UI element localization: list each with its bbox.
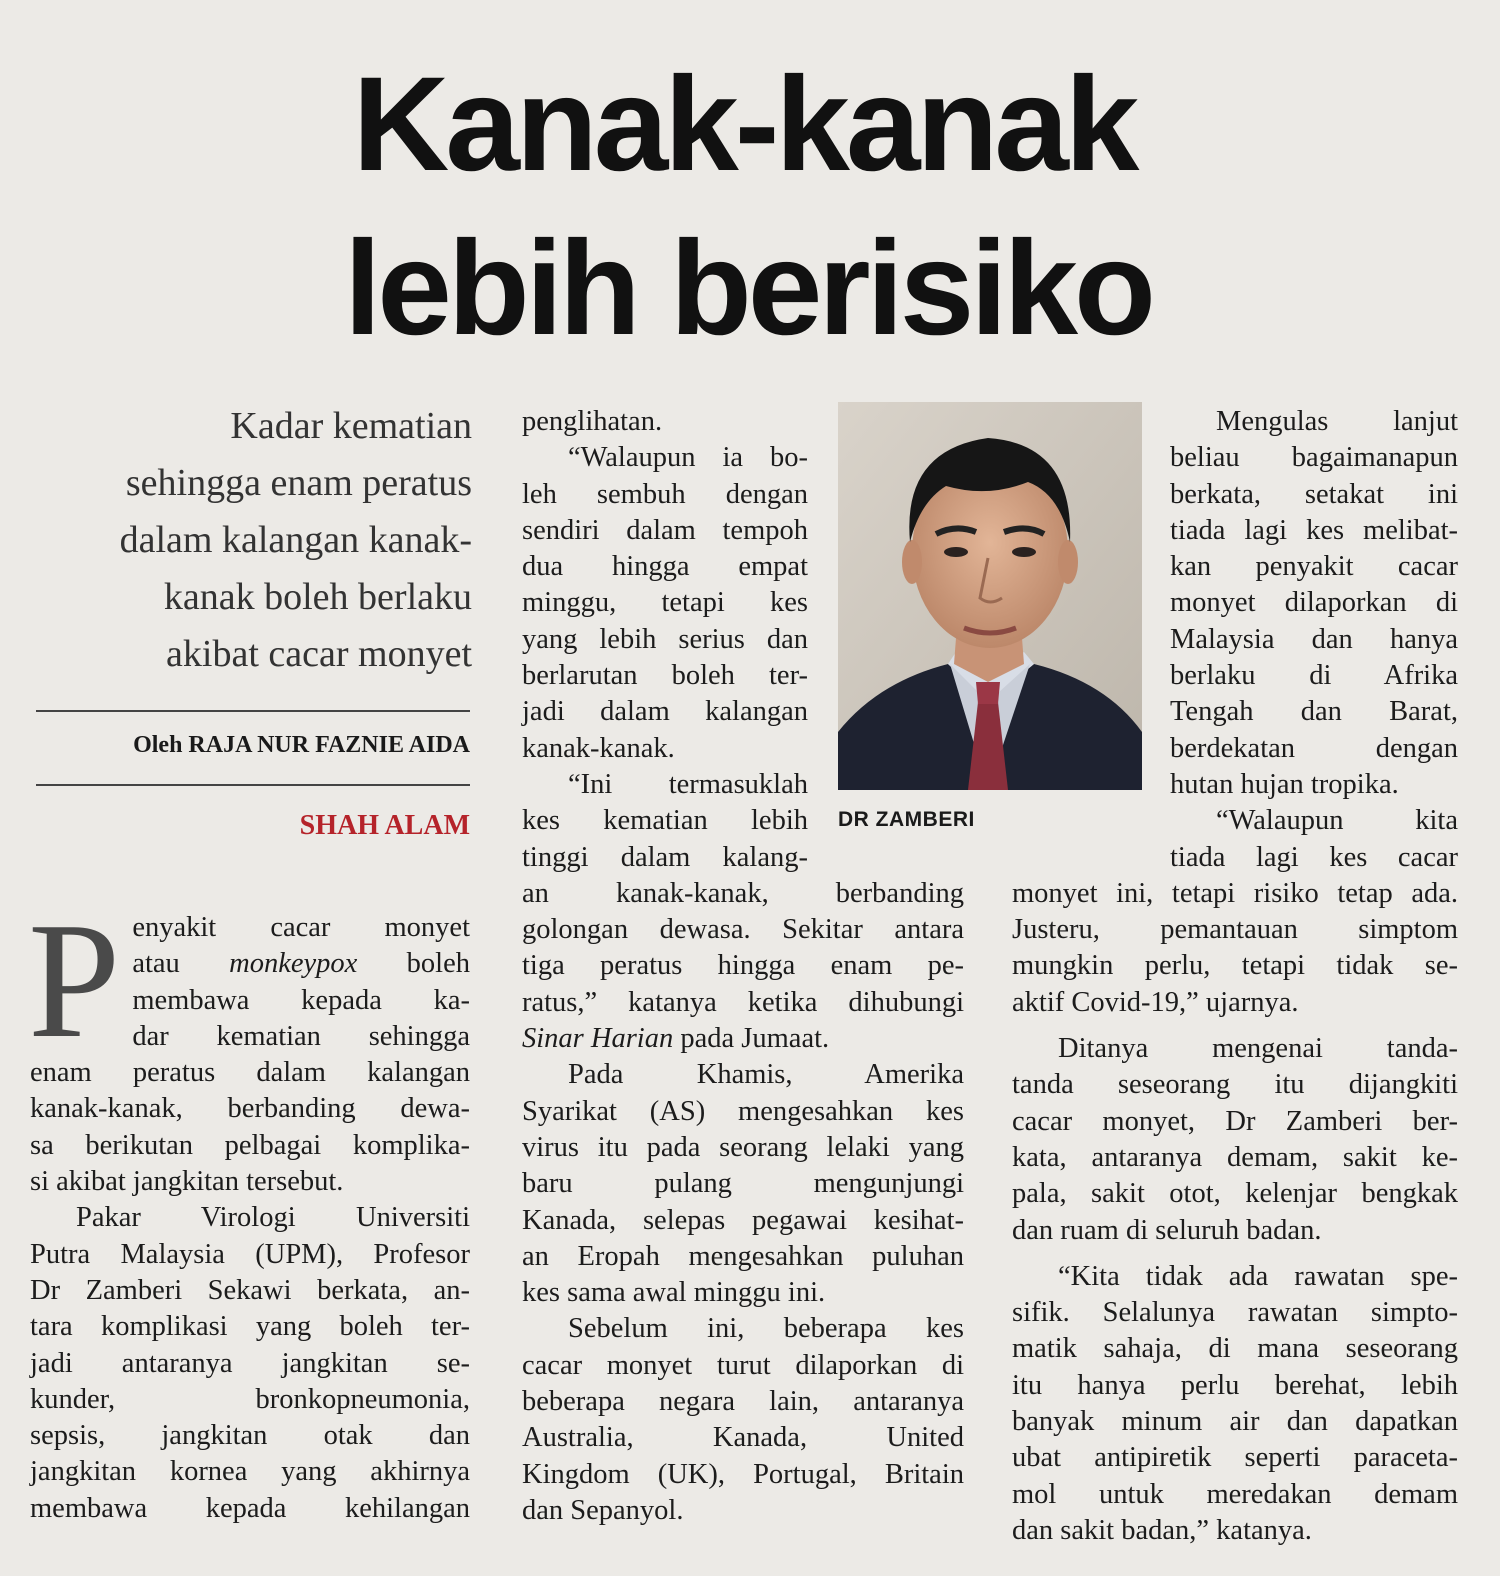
text-line: Australia, Kanada, United <box>522 1422 964 1454</box>
text-line: dan Sepanyol. <box>522 1494 684 1526</box>
text-line: cacar monyet, Dr Zamberi ber- <box>1012 1105 1458 1137</box>
text-line: jangkitan kornea yang akhirnya <box>30 1456 470 1488</box>
text-line: tanda seseorang itu dijangkiti <box>1012 1069 1458 1101</box>
text-line: hutan hujan tropika. <box>1170 768 1399 800</box>
text-line: beberapa negara lain, antaranya <box>522 1386 964 1418</box>
paragraph <box>1012 803 1458 1021</box>
text-line: kanak-kanak. <box>522 732 675 764</box>
text-line: Kingdom (UK), Portugal, Britain <box>522 1458 964 1490</box>
text-line: sifik. Selalunya rawatan simpto- <box>1012 1297 1458 1329</box>
standfirst-line: Kadar kematian <box>230 405 472 447</box>
text-line: Sebelum ini, beberapa kes <box>568 1313 964 1345</box>
text-line: sepsis, jangkitan otak dan <box>30 1420 470 1452</box>
text-line: dua hingga empat <box>522 551 808 583</box>
text-line: dan ruam di seluruh badan. <box>1012 1214 1322 1246</box>
text-line: Ditanya mengenai tanda- <box>1058 1033 1458 1065</box>
text-line: Putra Malaysia (UPM), Profesor <box>30 1238 470 1270</box>
text-line: cacar monyet turut dilaporkan di <box>522 1349 964 1381</box>
text-line: ratus,” katanya ketika dihubungi <box>522 986 964 1018</box>
paragraph <box>522 1057 964 1311</box>
text-line: si akibat jangkitan tersebut. <box>30 1166 344 1198</box>
text-line: Pakar Virologi Universiti <box>76 1202 470 1234</box>
headline-line-1: Kanak-kanak <box>352 50 1136 199</box>
byline: Oleh RAJA NUR FAZNIE AIDA <box>133 732 470 758</box>
text-line: dan sakit badan,” katanya. <box>1012 1514 1312 1546</box>
text-line: “Ini termasuklah <box>568 768 808 800</box>
text-line: kes sama awal minggu ini. <box>522 1277 826 1309</box>
text-line: tiada lagi kes cacar <box>1170 841 1458 873</box>
text-line: tiada lagi kes melibat- <box>1170 514 1458 546</box>
standfirst-line: kanak boleh berlaku <box>163 576 472 618</box>
text-line: dar kematian sehingga <box>132 1020 470 1052</box>
text-line: berdekatan dengan <box>1170 732 1458 764</box>
text-line: enyakit cacar monyet <box>132 912 470 943</box>
paragraph <box>28 888 470 1200</box>
text-line: Justeru, pemantauan simptom <box>1012 914 1458 946</box>
standfirst-line: sehingga enam peratus <box>125 462 472 504</box>
text-line: virus itu pada seorang lelaki yang <box>522 1131 964 1163</box>
text-line: kunder, bronkopneumonia, <box>30 1383 470 1415</box>
text-line: yang lebih serius dan <box>522 623 808 655</box>
paragraph <box>522 1311 964 1529</box>
text-line: sendiri dalam tempoh <box>522 514 808 546</box>
text-line: tiga peratus hingga enam pe- <box>522 950 964 982</box>
dateline: SHAH ALAM <box>299 810 470 841</box>
text-line: berkata, setakat ini <box>1170 478 1458 510</box>
text-line: jadi dalam kalangan <box>522 696 808 728</box>
text-line: tara komplikasi yang boleh ter- <box>30 1311 470 1343</box>
text-line: Malaysia dan hanya <box>1170 623 1458 655</box>
headline-line-2: lebih berisiko <box>344 214 1152 363</box>
text-line: berlaku di Afrika <box>1170 660 1458 692</box>
text-line: kanak-kanak, berbanding dewa- <box>30 1093 470 1125</box>
text-line: matik sahaja, di mana seseorang <box>1012 1333 1458 1365</box>
text-line: tinggi dalam kalang- <box>522 841 808 873</box>
text-line: ubat antipiretik seperti paraceta- <box>1012 1442 1458 1474</box>
text-line: berlarutan boleh ter- <box>522 660 808 692</box>
photo-caption: DR ZAMBERI <box>838 808 975 831</box>
text-line: Syarikat (AS) mengesahkan kes <box>522 1095 964 1127</box>
text-line: an kanak-kanak, berbanding <box>522 877 964 909</box>
text-line: monyet dilaporkan di <box>1170 587 1458 619</box>
text-line: monyet ini, tetapi risiko tetap ada. <box>1012 877 1458 909</box>
paragraph <box>1012 1031 1458 1249</box>
text-line: baru pulang mengunjungi <box>522 1168 964 1200</box>
text-line: aktif Covid-19,” ujarnya. <box>1012 986 1299 1018</box>
text-line: kes kematian lebih <box>522 805 808 837</box>
text-line: Kanada, selepas pegawai kesihat- <box>522 1204 964 1236</box>
text-line: beliau bagaimanapun <box>1170 442 1458 474</box>
text-line: enam peratus dalam kalangan <box>30 1057 470 1089</box>
byline-rule-top <box>36 710 470 712</box>
text-line: jadi antaranya jangkitan se- <box>30 1347 470 1379</box>
text-line: minggu, tetapi kes <box>522 587 808 619</box>
text-line: Pada Khamis, Amerika <box>568 1059 964 1091</box>
standfirst <box>40 398 472 683</box>
paragraph <box>522 440 808 767</box>
article-column-3 <box>1012 404 1458 1549</box>
paragraph <box>1012 1259 1458 1549</box>
paragraph <box>30 1200 470 1527</box>
text-line: kan penyakit cacar <box>1170 551 1458 583</box>
text-line: “Walaupun kita <box>1216 805 1458 837</box>
paragraph <box>1170 404 1458 803</box>
text-line: Tengah dan Barat, <box>1170 696 1458 728</box>
text-line: atau monkeypox boleh <box>132 948 470 980</box>
text-line: leh sembuh dengan <box>522 478 808 510</box>
text-line: pala, sakit otot, kelenjar bengkak <box>1012 1178 1458 1210</box>
text-line: kata, antaranya demam, sakit ke- <box>1012 1141 1458 1173</box>
standfirst-line: akibat cacar monyet <box>166 633 472 675</box>
drop-cap: P <box>28 888 121 1072</box>
text-line: Mengulas lanjut <box>1216 406 1458 437</box>
text-line: “Kita tidak ada rawatan spe- <box>1058 1260 1458 1292</box>
text-line: an Eropah mengesahkan puluhan <box>522 1240 964 1272</box>
text-line: membawa kepada ka- <box>132 984 470 1016</box>
text-line: banyak minum air dan dapatkan <box>1012 1406 1458 1438</box>
article-column-1 <box>28 888 470 1527</box>
text-line: penglihatan. <box>522 406 663 437</box>
byline-rule-bottom <box>36 784 470 786</box>
text-line: Dr Zamberi Sekawi berkata, an- <box>30 1274 470 1306</box>
text-line: “Walaupun ia bo- <box>568 442 808 474</box>
standfirst-line: dalam kalangan kanak- <box>119 519 472 561</box>
text-line: Sinar Harian pada Jumaat. <box>522 1023 830 1055</box>
text-line: golongan dewasa. Sekitar antara <box>522 914 964 946</box>
text-line: itu hanya perlu berehat, lebih <box>1012 1369 1458 1401</box>
text-line: mungkin perlu, tetapi tidak se- <box>1012 950 1458 982</box>
text-line: sa berikutan pelbagai komplika- <box>30 1129 470 1161</box>
text-line: mol untuk meredakan demam <box>1012 1478 1458 1510</box>
text-line: membawa kepada kehilangan <box>30 1492 470 1524</box>
